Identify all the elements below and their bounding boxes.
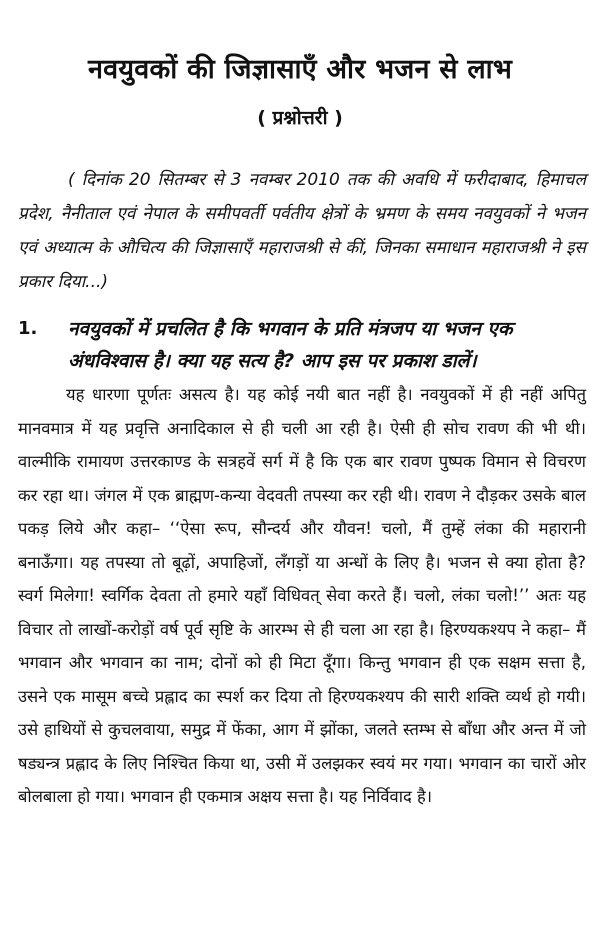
article-subtitle: ( प्रश्नोत्तरी ) <box>257 107 343 129</box>
answer-paragraph: यह धारणा पूर्णतः असत्य है। यह कोई नयी बात नहीं है। नवयुवकों में ही नहीं अपितु मानवमात्र में यह प्रवृत्ति अनादिकाल से ही चली आ रही है। ऐसी ही सोच रावण की भी थी। वाल्मीकि रामायण उत्तरकाण्ड के सत्रहवें सर्ग में है कि एक बार रावण पुष्पक विमान से विचरण कर रहा था। जंगल में एक ब्राह्मण-कन्या वेदवती तपस्या कर रही थी। रावण ने दौड़कर उसके बाल पकड़ लिये और कहा– ‘‘ऐसा रूप, सौन्दर्य और यौवन! चलो, मैं तुम्हें लंका की महारानी बनाऊँगा। यह तपस्या तो बूढ़ों, अपाहिजों, लँगड़ों या अन्धों के लिए है। भजन से क्या होता है? स्वर्ग मिलेगा! स्वर्गिक देवता तो हमारे यहाँ विधिवत् सेवा करते हैं। चलो, लंका चलो!’’ अतः यह विचार तो लाखों-करोड़ों वर्ष पूर्व सृष्टि के आरम्भ से ही चला आ रहा है। हिरण्यकश्यप ने कहा– मैं भगवान और भगवान का नाम; दोनों को ही मिटा दूँगा। किन्तु भगवान ही एक सक्षम सत्ता है, उसने एक मासूम बच्चे प्रह्लाद का स्पर्श कर दिया तो हिरण्यकश्यप की सारी शक्ति व्यर्थ हो गयी। उसे हाथियों से कुचलवाया, समुद्र में फेंका, आग में झोंका, जलते स्तम्भ से बाँधा और अन्त में जो षड्यन्त्र प्रह्लाद के लिए निश्चित किया था, उसी में उलझकर स्वयं मर गया। भगवान का चारों ओर बोलबाला हो गया। भगवान ही एकमात्र अक्षय सत्ता है। यह निर्विवाद है। <box>18 385 586 806</box>
question-text: नवयुवकों में प्रचलित है कि भगवान के प्रति मंत्रजप या भजन एक अंधविश्वास है। क्या यह सत्य है? आप इस पर प्रकाश डालें। <box>68 318 513 372</box>
question-number: 1. <box>18 318 38 339</box>
article-title: नवयुवकों की जिज्ञासाएँ और भजन से लाभ <box>87 54 513 85</box>
intro-paragraph: ( दिनांक 20 सितम्बर से 3 नवम्बर 2010 तक की अवधि में फरीदाबाद, हिमाचल प्रदेश, नैनीताल एवं नेपाल के समीपवर्ती पर्वतीय क्षेत्रों के भ्रमण के समय नवयुवकों ने भजन एवं अध्यात्म के औचित्य की जिज्ञासाएँ महाराजश्री से कीं, जिनका समाधान महाराजश्री ने इस प्रकार दिया...) <box>18 170 586 292</box>
question-block <box>18 313 586 377</box>
